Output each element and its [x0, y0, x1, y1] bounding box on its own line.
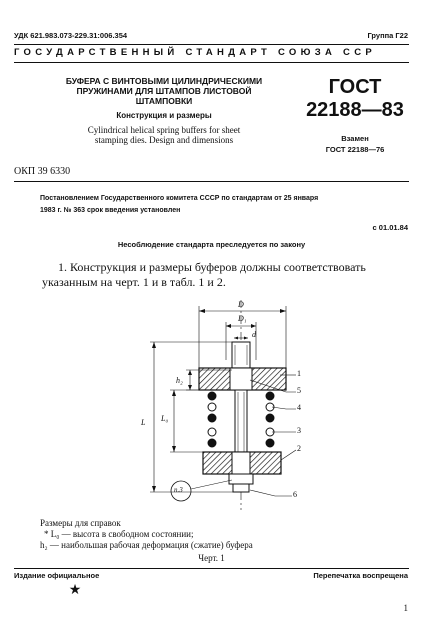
decree-line-1: Постановлением Государственного комитета СССР по стандартам от 25 января: [40, 195, 319, 202]
figure-caption: Черт. 1: [198, 553, 225, 563]
edition-label: Издание официальное: [14, 571, 100, 580]
callout-2: 2: [297, 444, 301, 453]
notes-line-1: * L₀ — высота в свободном состоянии;: [44, 529, 194, 539]
dim-label-h2: h₂: [176, 376, 183, 385]
notes-heading: Размеры для справок: [40, 518, 121, 528]
note-reference-label: п.3: [174, 486, 183, 494]
reprint-notice: Перепечатка воспрещена: [313, 571, 408, 580]
decree-line-2: 1983 г. № 363 срок введения установлен: [40, 207, 181, 214]
callout-4: 4: [297, 403, 301, 412]
rod-end: [233, 484, 249, 492]
star-icon: ★: [68, 583, 82, 598]
udk-code: УДК 621.983.073-229.31:006.354: [14, 31, 128, 40]
replaces-value: ГОСТ 22188—76: [325, 145, 385, 154]
notes-line-2: h₂ — наибольшая рабочая деформация (сжатие) буфера: [40, 540, 253, 550]
standard-banner: ГОСУДАРСТВЕННЫЙ СТАНДАРТ СОЮЗА ССР: [14, 47, 377, 58]
page-number: 1: [403, 603, 408, 613]
arrow-d1-left: [226, 324, 231, 328]
gost-label: ГОСТ: [328, 76, 382, 98]
document-subtitle-ru: Конструкция и размеры: [116, 111, 212, 120]
arrow-d-right: [280, 309, 286, 313]
effective-date: с 01.01.84: [372, 223, 408, 232]
bolt-head: [232, 342, 250, 368]
dim-label-d1: D₁: [238, 314, 247, 323]
dim-label-d-outer: D: [238, 300, 244, 309]
dim-label-d-inner: d: [252, 330, 256, 339]
nut: [229, 474, 253, 484]
arrow-small-d-right: [244, 337, 248, 340]
title-line-2: ПРУЖИНАМИ ДЛЯ ШТАМПОВ ЛИСТОВОЙ: [76, 86, 252, 96]
dim-label-l0: L₀: [161, 414, 169, 423]
arrow-small-d-left: [234, 337, 238, 340]
title-en-line-2: stamping dies. Design and dimensions: [94, 135, 234, 145]
paragraph-line-2: указанным на черт. 1 и в табл. 1 и 2.: [42, 275, 226, 289]
footer-rule: [14, 568, 409, 569]
warning-text: Несоблюдение стандарта преследуется по закону: [117, 240, 306, 249]
top-plate-bore: [230, 368, 252, 390]
callout-3: 3: [297, 426, 301, 435]
title-en-line-1: Cylindrical helical spring buffers for sheet: [87, 125, 241, 135]
callout-1: 1: [297, 369, 301, 378]
arrow-d1-right: [251, 324, 256, 328]
callout-6: 6: [293, 490, 297, 499]
okp-code: ОКП 39 6330: [14, 166, 71, 177]
group-code: Группа Г22: [367, 31, 408, 40]
title-line-3: ШТАМПОВКИ: [135, 96, 193, 106]
replaces-label: Взамен: [341, 134, 369, 143]
callout-5: 5: [297, 386, 301, 395]
paragraph-line-1: 1. Конструкция и размеры буферов должны соответствовать: [58, 260, 366, 274]
bottom-plate-bore: [232, 452, 250, 474]
gost-number: 22188—83: [306, 99, 404, 121]
dim-label-l: L: [141, 418, 146, 427]
title-line-1: БУФЕРА С ВИНТОВЫМИ ЦИЛИНДРИЧЕСКИМИ: [65, 76, 263, 86]
arrow-d-left: [199, 309, 205, 313]
